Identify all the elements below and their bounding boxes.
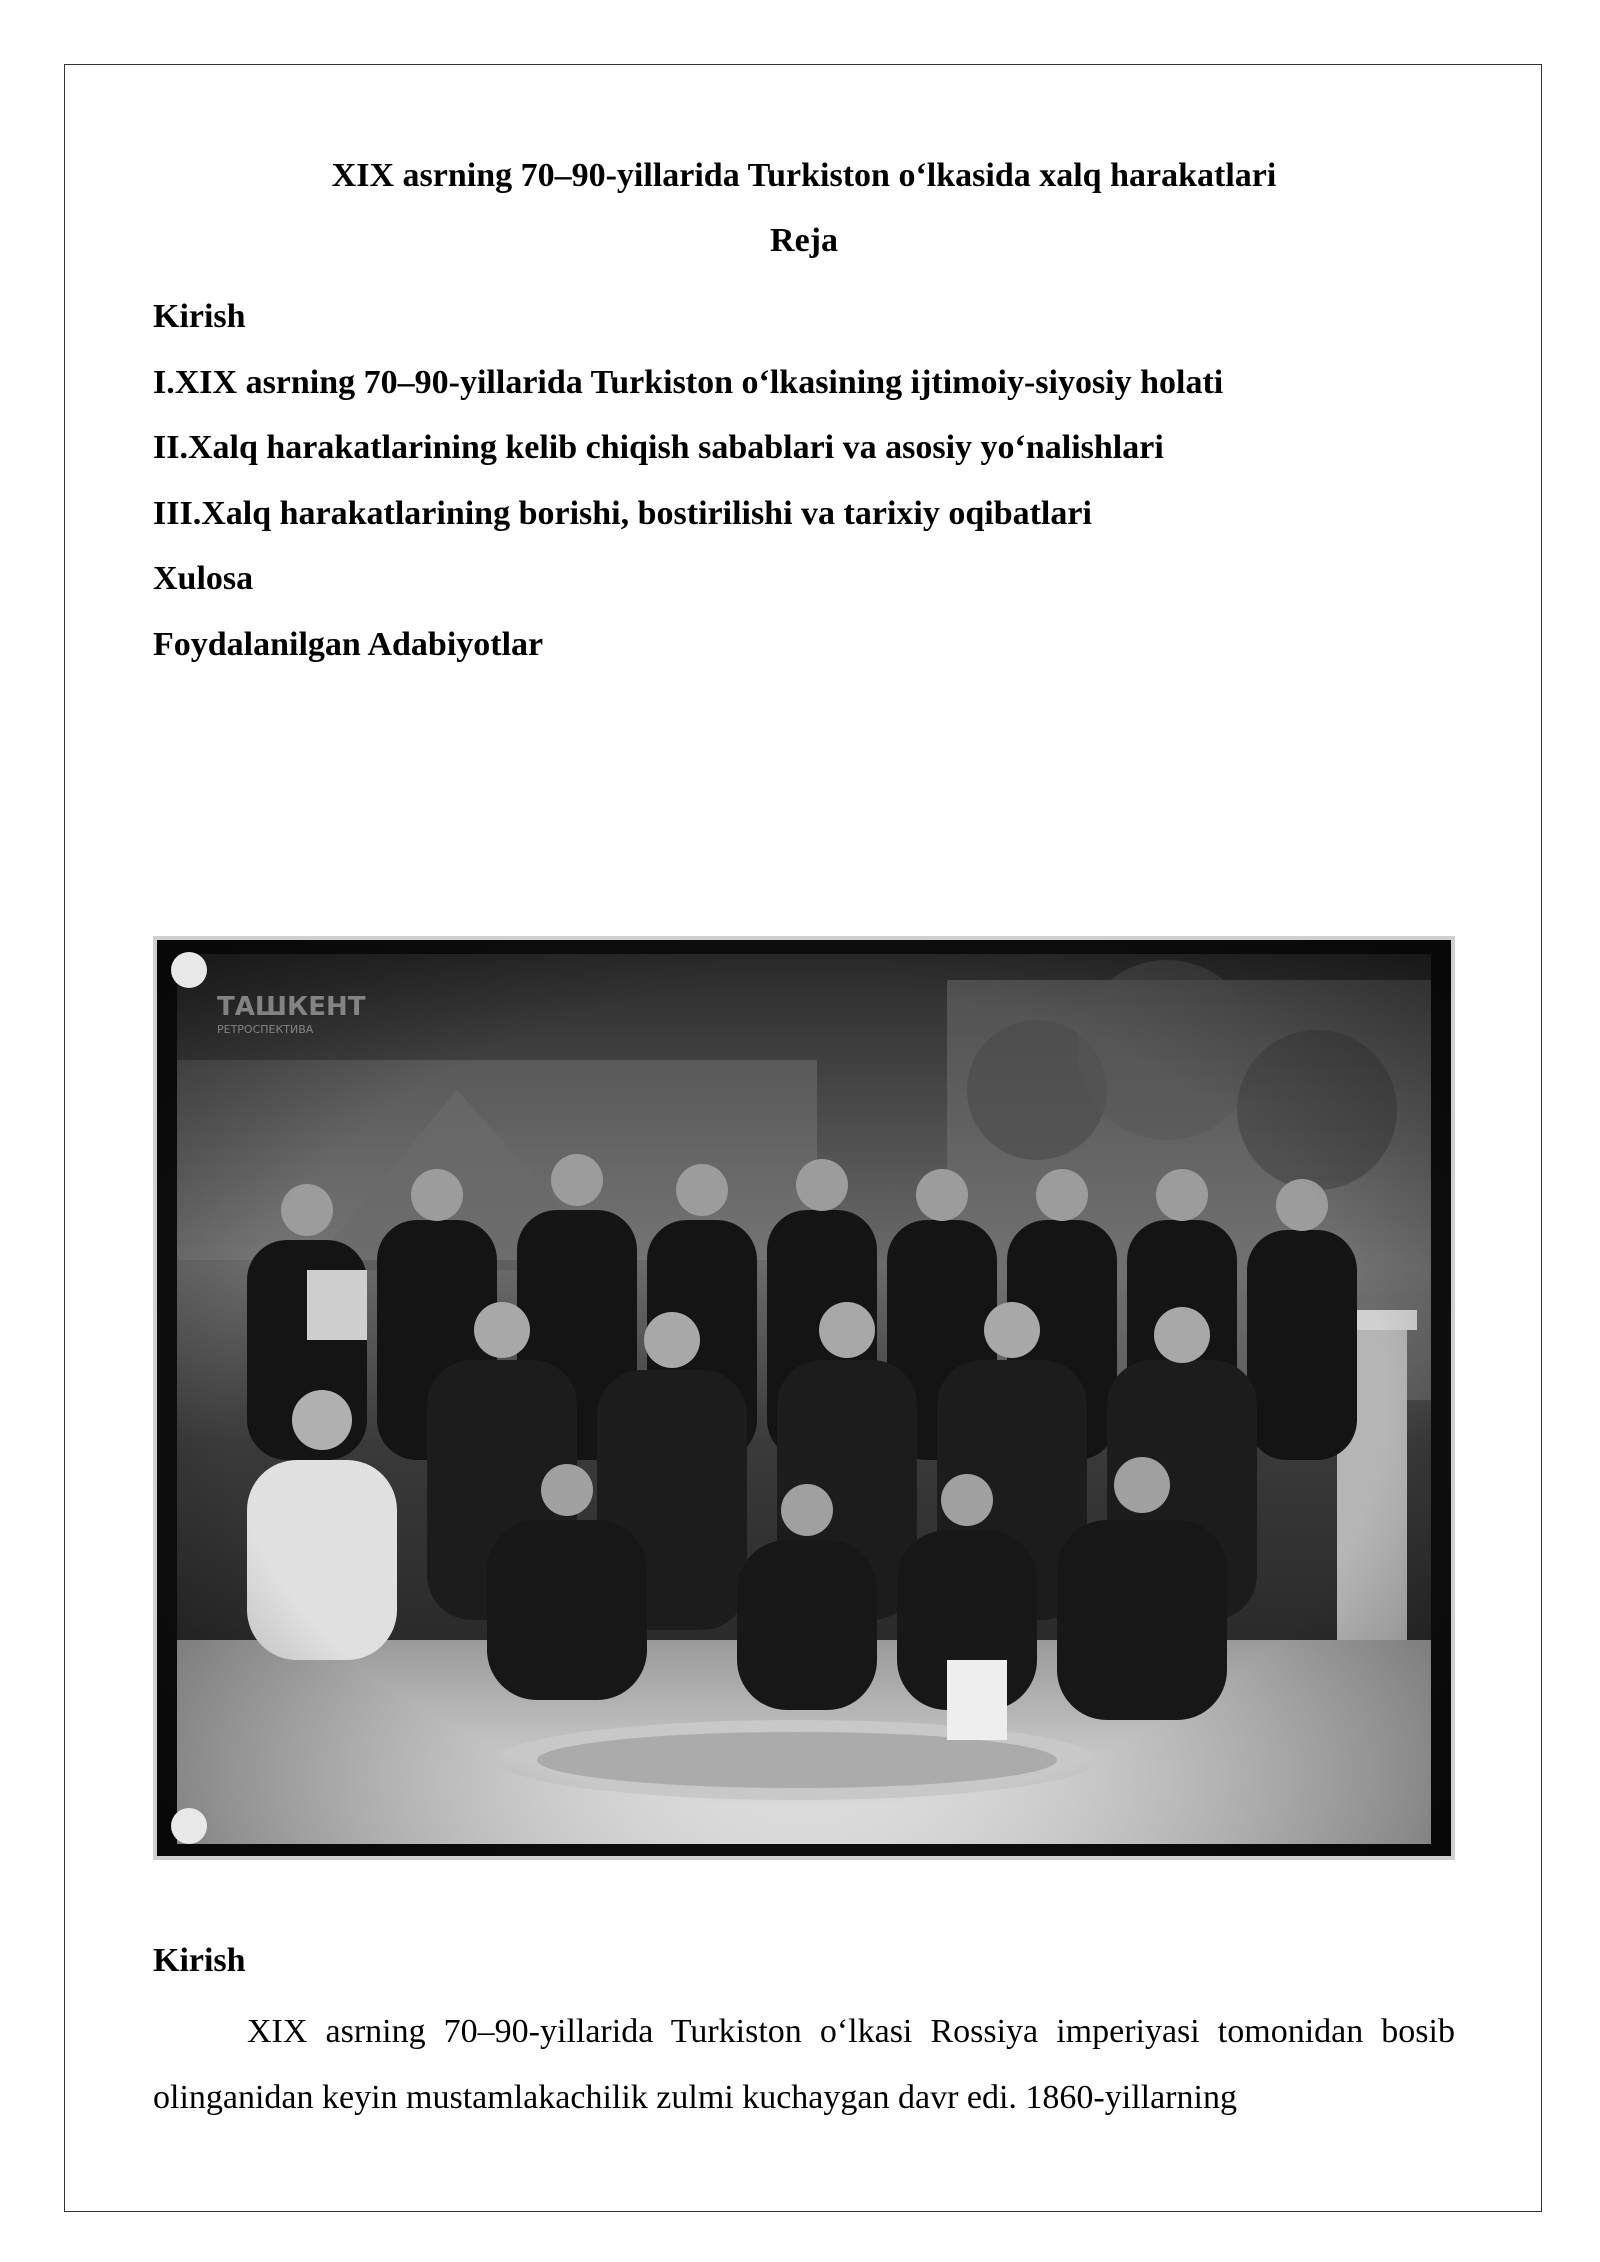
plan-item-intro: Kirish xyxy=(153,298,246,335)
intro-paragraph: XIX asrning 70–90-yillarida Turkiston o‘lkasi Rossiya imperiyasi tomonidan bosib olinganidan keyin mustamlakachilik zulmi kuchaygan davr edi. 1860-yillarning xyxy=(153,2013,1455,2116)
plan-item-chapter-1: I.XIX asrning 70–90-yillarida Turkiston o‘lkasining ijtimoiy-siyosiy holati xyxy=(153,363,1224,401)
document-title: XIX asrning 70–90-yillarida Turkiston o‘lkasida xalq harakatlari xyxy=(331,157,1277,194)
photo-watermark-subtitle: РЕТРОСПЕКТИВА xyxy=(217,1023,314,1036)
plan-item-chapter-3: III.Xalq harakatlarining borishi, bostirilishi va tarixiy oqibatlari xyxy=(153,494,1092,532)
section-heading-intro: Kirish xyxy=(153,1942,246,1979)
plan-heading: Reja xyxy=(770,222,838,259)
historical-group-photo xyxy=(153,936,1455,1860)
plan-item-chapter-2: II.Xalq harakatlarining kelib chiqish sabablari va asosiy yo‘nalishlari xyxy=(153,429,1164,466)
plan-item-references: Foydalanilgan Adabiyotlar xyxy=(153,625,544,663)
plan-list xyxy=(153,284,1223,677)
photo-watermark-title: ТАШКЕНТ xyxy=(217,992,366,1022)
group-photo-image xyxy=(157,940,1451,1856)
plan-item-conclusion: Xulosa xyxy=(153,560,254,597)
